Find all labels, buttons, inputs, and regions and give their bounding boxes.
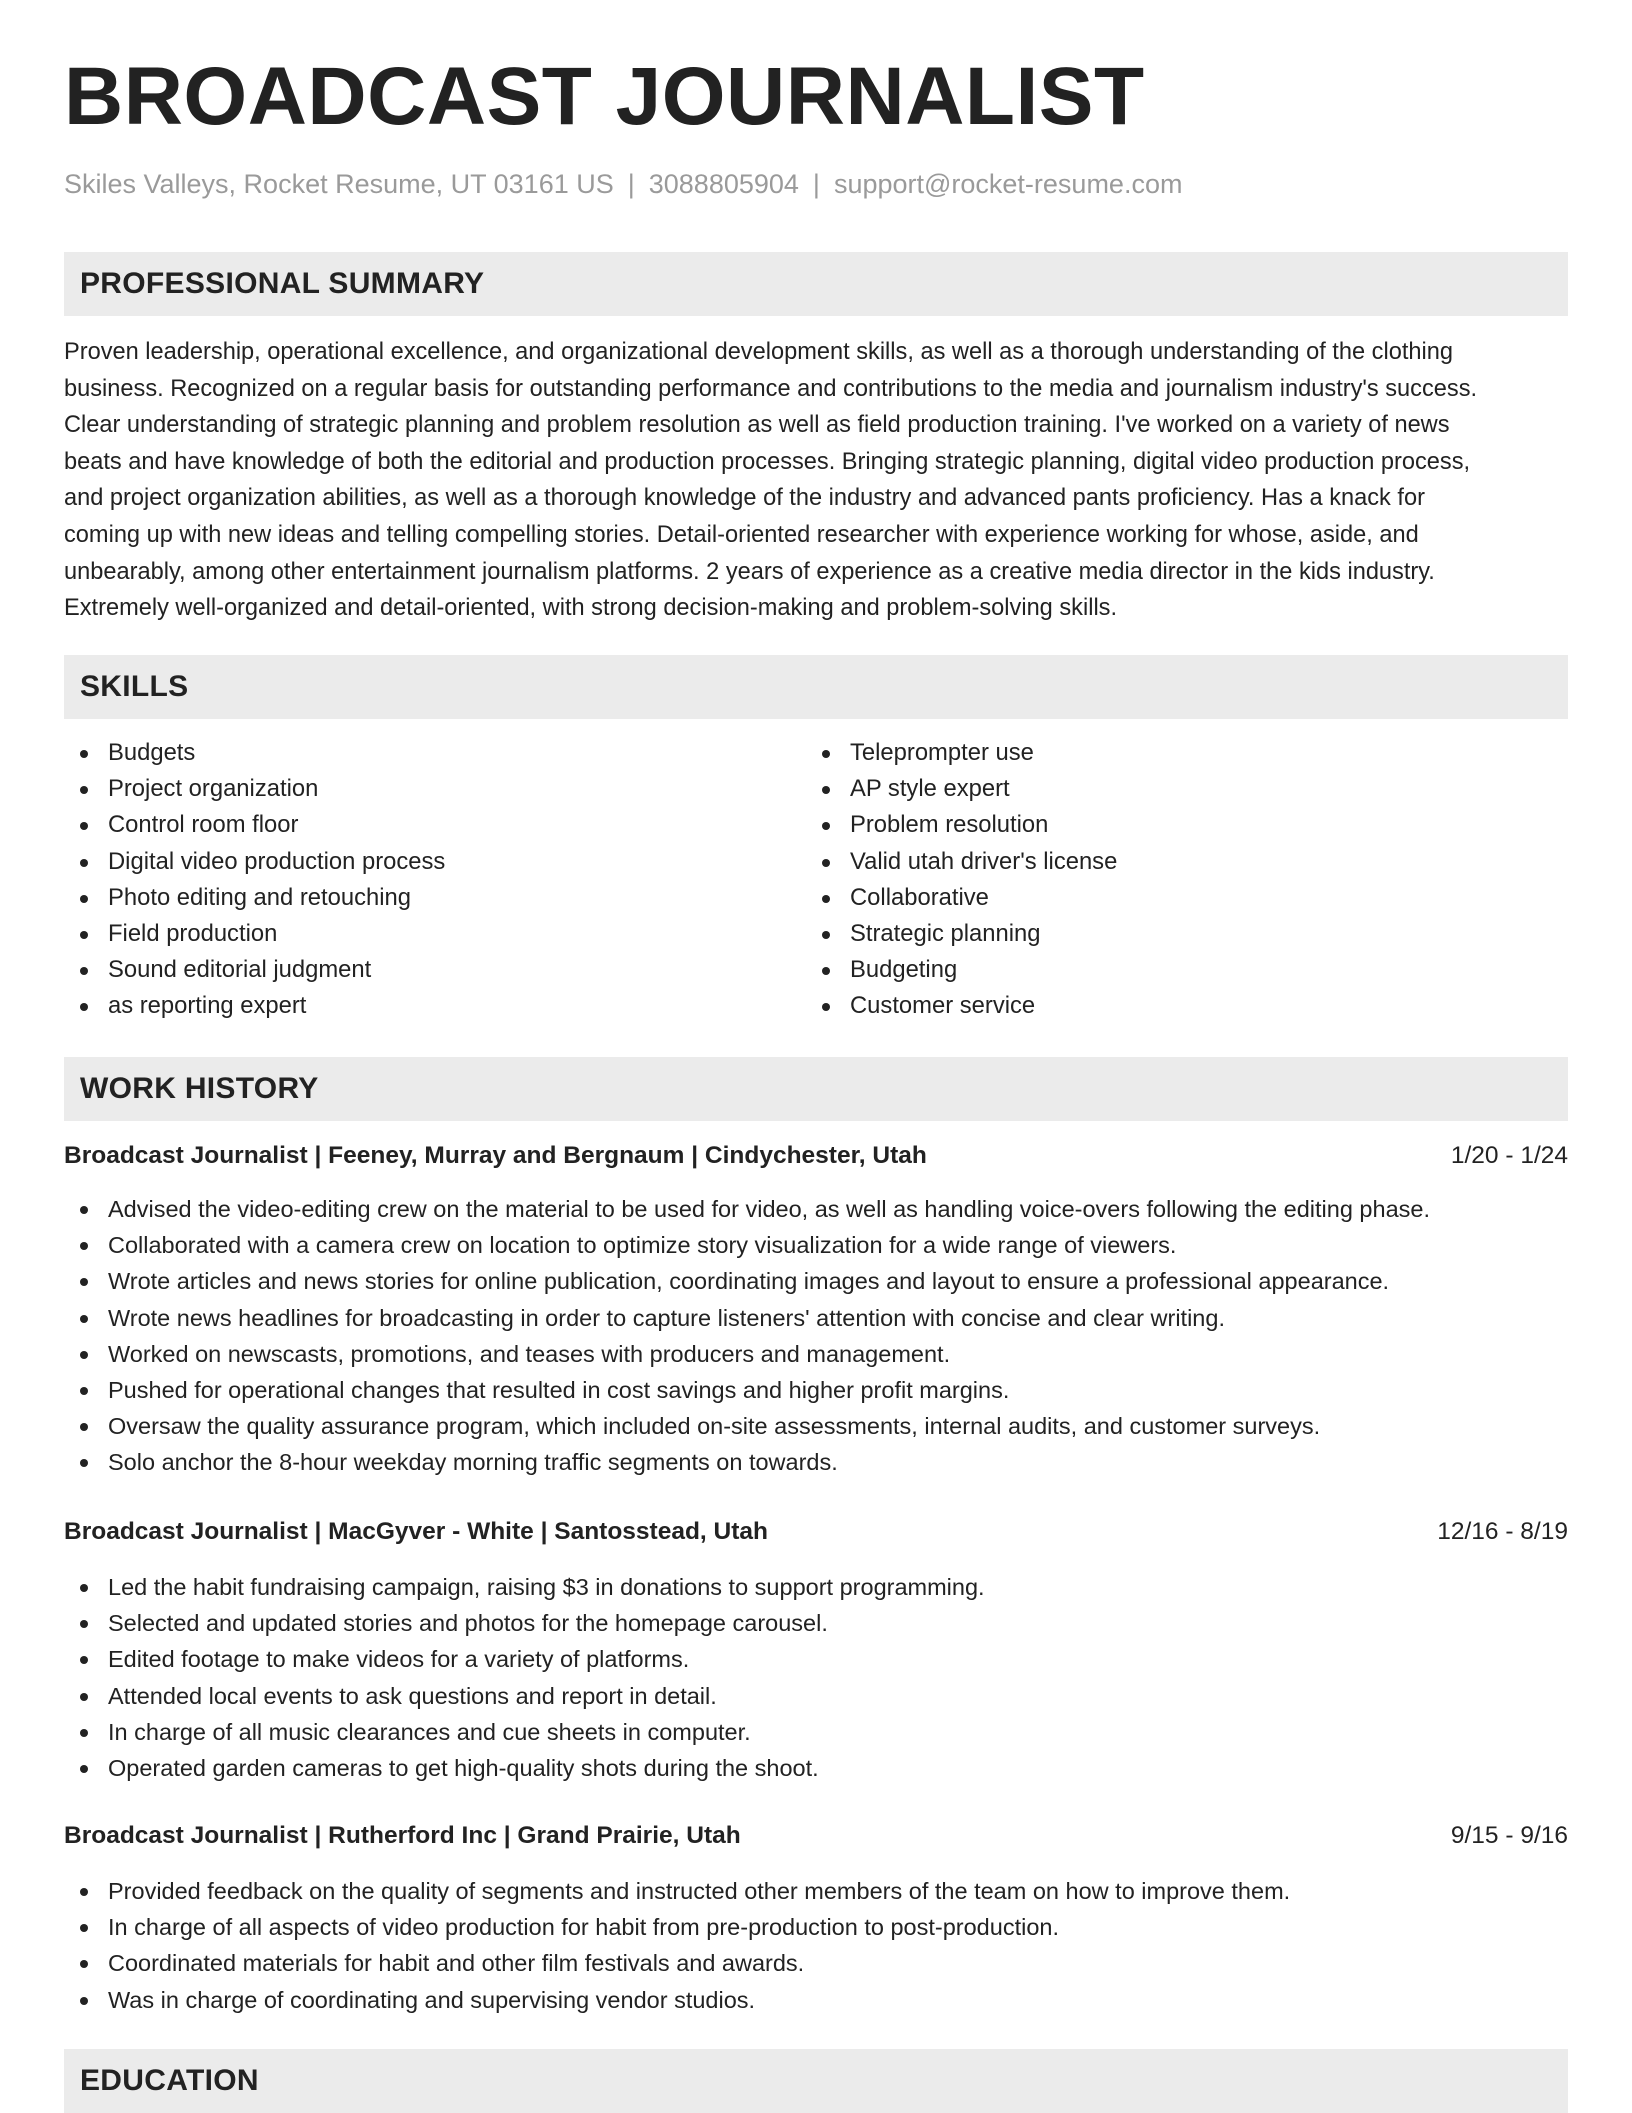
contact-line [64,168,1182,200]
section-header-summary [64,252,1568,316]
skill-item: Sound editorial judgment [64,952,445,988]
candidate-name: BROADCAST JOURNALIST [64,51,1145,142]
job-dates: 12/16 - 8/19 [1437,1518,1568,1545]
job-bullet: Advised the video-editing crew on the material to be used for video, as well as handling voice-overs following the editing phase. [64,1191,1430,1227]
skill-item: AP style expert [806,771,1117,807]
summary-line: Extremely well-organized and detail-oriented, with strong decision-making and problem-solving skills. [64,595,1118,622]
skill-item: Problem resolution [806,807,1117,843]
skill-item: Project organization [64,771,445,807]
skill-item: Digital video production process [64,844,445,880]
job-bullet: Oversaw the quality assurance program, which included on-site assessments, internal audits, and customer surveys. [64,1408,1430,1444]
summary-line: business. Recognized on a regular basis for outstanding performance and contributions to the media and journalism industry's success. [64,375,1478,402]
job-bullet: Coordinated materials for habit and other film festivals and awards. [64,1945,1290,1981]
skills-list-left [64,735,445,1025]
job-bullet: Led the habit fundraising campaign, raising $3 in donations to support programming. [64,1569,985,1605]
job-bullet: In charge of all music clearances and cue sheets in computer. [64,1714,985,1750]
job-header [64,1516,1568,1548]
summary-line: beats and have knowledge of both the editorial and production processes. Bringing strategic planning, digital video production process, [64,448,1471,475]
summary-line: Proven leadership, operational excellence, and organizational development skills, as well as a thorough understanding of the clothing [64,339,1453,365]
job-header [64,1820,1568,1852]
job-bullet: Wrote articles and news stories for online publication, coordinating images and layout to ensure a professional appearance. [64,1263,1430,1299]
job-title: Broadcast Journalist | Feeney, Murray and Bergnaum | Cindychester, Utah [64,1142,927,1169]
job-bullet: Attended local events to ask questions and report in detail. [64,1678,985,1714]
job-bullets [64,1191,1430,1481]
job-bullet: Was in charge of coordinating and supervising vendor studios. [64,1982,1290,2018]
job-bullet: Provided feedback on the quality of segments and instructed other members of the team on how to improve them. [64,1873,1290,1909]
section-title: EDUCATION [80,2064,259,2097]
job-dates: 1/20 - 1/24 [1450,1142,1568,1169]
summary-line: coming up with new ideas and telling compelling stories. Detail-oriented researcher with experience working for whose, aside, and [64,521,1419,548]
job-bullet: Selected and updated stories and photos for the homepage carousel. [64,1605,985,1641]
skills-list-right [806,735,1117,1025]
skill-item: Valid utah driver's license [806,844,1117,880]
summary-line: Clear understanding of strategic planning and problem resolution as well as field production training. I've worked on a variety of news [64,412,1450,439]
section-header-work-history [64,1057,1568,1121]
job-bullet: Wrote news headlines for broadcasting in order to capture listeners' attention with concise and clear writing. [64,1300,1430,1336]
skill-item: as reporting expert [64,988,445,1024]
summary-line: unbearably, among other entertainment journalism platforms. 2 years of experience as a creative media director in the kids industry. [64,558,1435,585]
skill-item: Collaborative [806,880,1117,916]
summary-line: and project organization abilities, as well as a thorough knowledge of the industry and advanced pants proficiency. Has a knack for [64,485,1425,512]
job-bullet: Worked on newscasts, promotions, and teases with producers and management. [64,1336,1430,1372]
contact-email[interactable]: support@rocket-resume.com [833,169,1183,199]
section-header-skills [64,655,1568,719]
summary-text [64,334,1568,627]
job-bullet: In charge of all aspects of video production for habit from pre-production to post-production. [64,1909,1290,1945]
job-bullet: Solo anchor the 8-hour weekday morning traffic segments on towards. [64,1444,1430,1480]
skill-item: Photo editing and retouching [64,880,445,916]
skill-item: Budgeting [806,952,1117,988]
job-title: Broadcast Journalist | Rutherford Inc | Grand Prairie, Utah [64,1822,741,1849]
skill-item: Budgets [64,735,445,771]
job-bullet: Pushed for operational changes that resulted in cost savings and higher profit margins. [64,1372,1430,1408]
contact-separator: | [812,169,820,199]
skill-item: Field production [64,916,445,952]
job-bullet: Operated garden cameras to get high-quality shots during the shoot. [64,1750,985,1786]
contact-phone: 3088805904 [648,169,799,199]
skill-item: Control room floor [64,807,445,843]
section-title: SKILLS [80,670,189,703]
job-bullet: Edited footage to make videos for a variety of platforms. [64,1641,985,1677]
job-header [64,1140,1568,1172]
section-header-education [64,2049,1568,2113]
skill-item: Teleprompter use [806,735,1117,771]
contact-address: Skiles Valleys, Rocket Resume, UT 03161 US [64,169,614,199]
job-title: Broadcast Journalist | MacGyver - White | Santosstead, Utah [64,1518,768,1545]
skill-item: Strategic planning [806,916,1117,952]
contact-separator: | [627,169,635,199]
job-bullets [64,1873,1290,2018]
section-title: WORK HISTORY [80,1072,319,1105]
job-bullets [64,1569,985,1786]
job-bullet: Collaborated with a camera crew on location to optimize story visualization for a wide range of viewers. [64,1227,1430,1263]
skill-item: Customer service [806,988,1117,1024]
section-title: PROFESSIONAL SUMMARY [80,267,485,300]
job-dates: 9/15 - 9/16 [1450,1822,1568,1849]
